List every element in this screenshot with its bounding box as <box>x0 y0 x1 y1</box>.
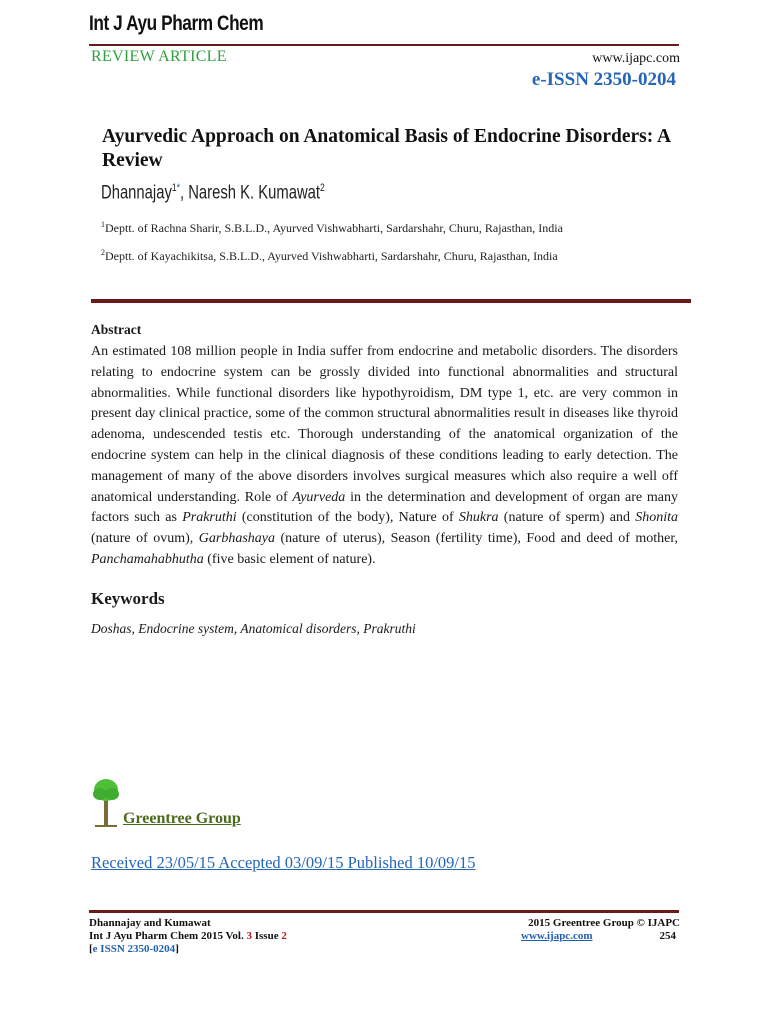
abstract-text-2: in the determination and development of organ are many factors such as <box>91 489 678 526</box>
abstract-heading: Abstract <box>91 322 142 337</box>
affiliation-2-text: Deptt. of Kayachikitsa, S.B.L.D., Ayurved Vishwabharti, Sardarshahr, Churu, Rajasthan, India <box>105 249 558 263</box>
journal-short-title: Int J Ayu Pharm Chem <box>89 12 264 35</box>
affiliation-1-mark: 1 <box>101 220 105 229</box>
section-rule <box>91 299 691 303</box>
keywords-list: Doshas, Endocrine system, Anatomical disorders, Prakruthi <box>91 621 416 636</box>
footer-issn <box>89 943 179 956</box>
footer-website[interactable]: www.ijapc.com <box>521 930 593 942</box>
affiliation-1 <box>101 220 563 236</box>
issn-close-bracket: ] <box>175 943 179 955</box>
abstract-text-5: (nature of ovum), <box>91 531 199 547</box>
author-2: Naresh K. Kumawat <box>188 182 321 204</box>
issn-open-bracket: [ <box>89 943 93 955</box>
author-separator: , <box>179 182 189 204</box>
citation-volume: 3 <box>246 930 252 942</box>
corresponding-author-mark: * <box>176 182 180 194</box>
publication-dates: Received 23/05/15 Accepted 03/09/15 Published 10/09/15 <box>91 853 476 872</box>
footer-authors: Dhannajay and Kumawat <box>89 917 211 929</box>
footer-rule <box>89 910 679 913</box>
footer-citation <box>89 930 287 943</box>
abstract-text-7: (five basic element of nature). <box>203 551 376 567</box>
affiliation-1-text: Deptt. of Rachna Sharir, S.B.L.D., Ayurved Vishwabharti, Sardarshahr, Churu, Rajasthan, India <box>105 221 563 235</box>
author-1-affiliation: 1 <box>171 182 177 194</box>
footer-copyright: 2015 Greentree Group © IJAPC <box>528 917 680 929</box>
tree-icon <box>91 776 121 828</box>
author-1: Dhannajay <box>101 182 172 204</box>
abstract-text-3: (constitution of the body), Nature of <box>236 510 459 526</box>
abstract-text-1: An estimated 108 million people in India suffer from endocrine and metabolic disorders. The disorders relating to endocrine system can be grossly divided into functional abnormalities and structural abnormalities. While functional disorders like hypothyroidism, DM type 1, etc. are very common in present day clinical practice, some of the common structural abnormalities result in diseases like thyroid adenoma, undescended testis etc. Thorough understanding of the anatomical organization of the endocrine system can help in the clinical diagnosis of these conditions leading to early detection. The management of many of the above disorders involves surgical measures which also require a well off anatomical understanding. Role of <box>91 344 678 505</box>
author-line <box>101 182 325 204</box>
article-type: REVIEW ARTICLE <box>91 48 227 65</box>
header-rule <box>89 44 679 46</box>
page-number: 254 <box>659 930 676 942</box>
keywords-heading: Keywords <box>91 589 165 608</box>
author-2-affiliation: 2 <box>320 182 325 194</box>
abstract-text-6: (nature of uterus), Season (fertility time), Food and deed of mother, <box>275 531 678 547</box>
publisher-name[interactable]: Greentree Group <box>123 810 241 827</box>
citation-prefix: Int J Ayu Pharm Chem 2015 Vol. <box>89 930 247 942</box>
affiliation-2 <box>101 248 558 264</box>
journal-website[interactable]: www.ijapc.com <box>592 51 680 66</box>
affiliation-2-mark: 2 <box>101 248 105 257</box>
article-title: Ayurvedic Approach on Anatomical Basis of Endocrine Disorders: A Review <box>102 126 671 171</box>
term-ayurveda: Ayurveda <box>292 489 346 505</box>
term-shukra: Shukra <box>458 510 499 526</box>
citation-issue: 2 <box>281 930 287 942</box>
citation-issue-label: Issue <box>251 930 282 942</box>
term-prakruthi: Prakruthi <box>182 510 237 526</box>
abstract-text-4: (nature of sperm) and <box>498 510 636 526</box>
issn-value: e ISSN 2350-0204 <box>92 943 176 955</box>
journal-eissn: e-ISSN 2350-0204 <box>531 69 676 90</box>
term-garbhashaya: Garbhashaya <box>198 531 276 547</box>
term-shonita: Shonita <box>635 510 678 526</box>
term-panchamahabhutha: Panchamahabhutha <box>91 551 204 567</box>
abstract-body <box>91 342 678 571</box>
